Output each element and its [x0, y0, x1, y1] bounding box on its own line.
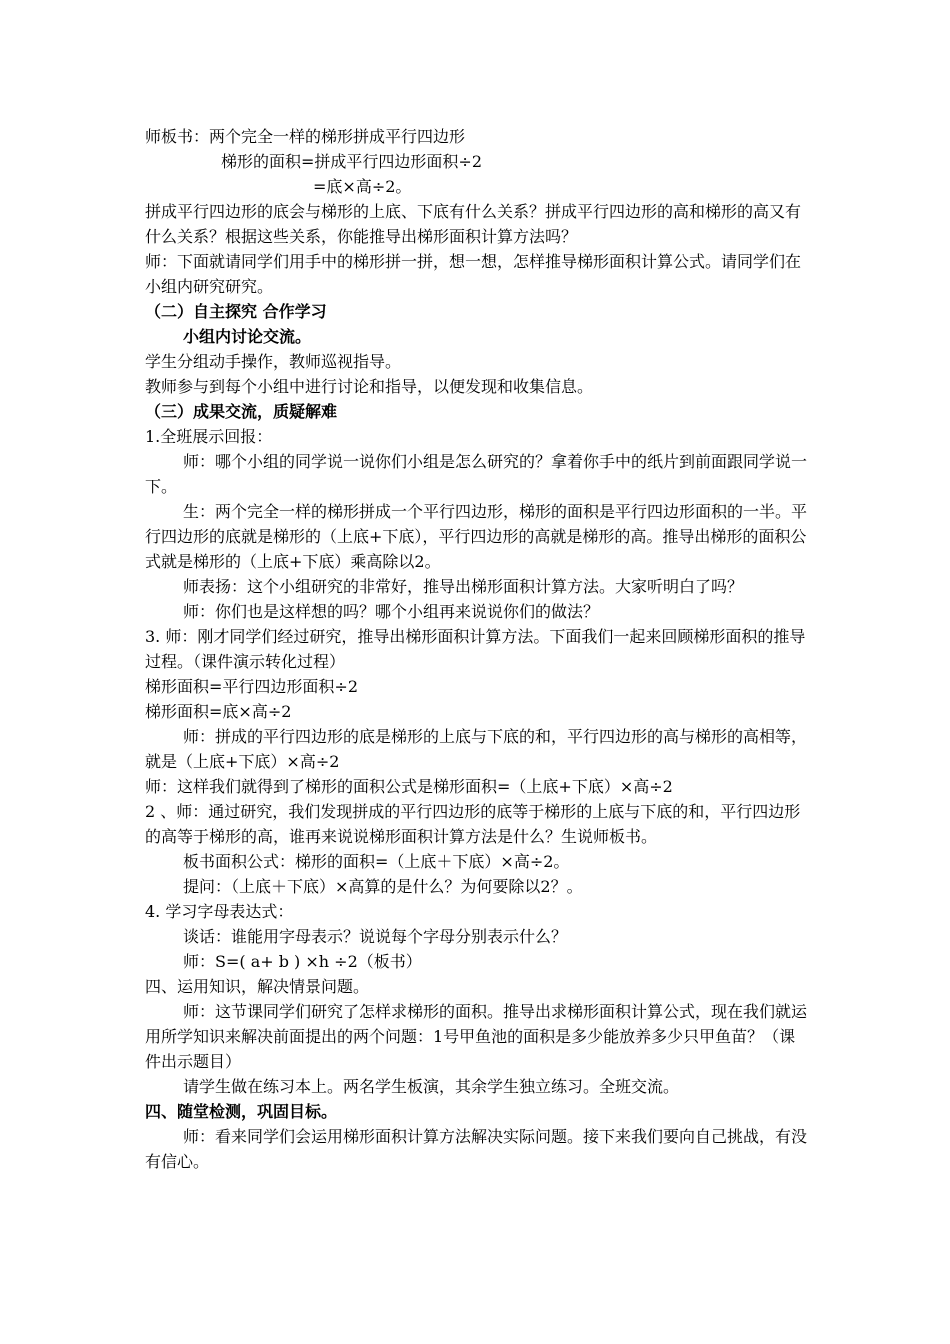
- paragraph: 梯形的面积=拼成平行四边形面积÷2: [221, 152, 482, 171]
- paragraph: 师：S=( a+ b ) ×h ÷2（板书）: [183, 952, 422, 971]
- paragraph: 谈话：谁能用字母表示？说说每个字母分别表示什么？: [183, 927, 568, 946]
- paragraph: 学生分组动手操作，教师巡视指导。: [145, 352, 402, 371]
- paragraph: 板书面积公式：梯形的面积=（上底＋下底）×高÷2。: [183, 852, 570, 871]
- paragraph: 师：哪个小组的同学说一说你们小组是怎么研究的？拿着你手中的纸片到前面跟同学说一下。: [145, 452, 808, 496]
- paragraph: 师：拼成的平行四边形的底是梯形的上底与下底的和，平行四边形的高与梯形的高相等，就是（上底+下底）×高÷2: [145, 727, 808, 771]
- paragraph: 拼成平行四边形的底会与梯形的上底、下底有什么关系？拼成平行四边形的高和梯形的高又有什么关系？根据这些关系，你能推导出梯形面积计算方法吗？: [145, 202, 802, 246]
- paragraph: 4. 学习字母表达式：: [145, 902, 294, 921]
- paragraph: 师：你们也是这样想的吗？哪个小组再来说说你们的做法？: [183, 602, 600, 621]
- paragraph: 请学生做在练习本上。两名学生板演，其余学生独立练习。全班交流。: [183, 1077, 680, 1096]
- paragraph: 2 、师：通过研究，我们发现拼成的平行四边形的底等于梯形的上底与下底的和，平行四边形的高等于梯形的高，谁再来说说梯形面积计算方法是什么？生说师板书。: [145, 802, 801, 846]
- paragraph: 师：看来同学们会运用梯形面积计算方法解决实际问题。接下来我们要向自己挑战，有没有信心。: [145, 1127, 808, 1171]
- paragraph: 师：这样我们就得到了梯形的面积公式是梯形面积=（上底+下底）×高÷2: [145, 777, 673, 796]
- paragraph: 3. 师：刚才同学们经过研究，推导出梯形面积计算方法。下面我们一起来回顾梯形面积的推导过程。（课件演示转化过程）: [145, 627, 806, 671]
- subheading: 小组内讨论交流。: [183, 327, 312, 346]
- section-heading: （三）成果交流，质疑解难: [145, 402, 338, 421]
- paragraph: 提问：（上底＋下底）×高算的是什么？为何要除以2？。: [183, 877, 583, 896]
- section-heading: （二）自主探究 合作学习: [145, 302, 327, 321]
- paragraph: 教师参与到每个小组中进行讨论和指导，以便发现和收集信息。: [145, 377, 594, 396]
- paragraph: 师表扬：这个小组研究的非常好，推导出梯形面积计算方法。大家听明白了吗？: [183, 577, 744, 596]
- paragraph: 师板书：两个完全一样的梯形拼成平行四边形: [145, 127, 466, 146]
- document-body: [145, 124, 810, 1174]
- paragraph: 1.全班展示回报：: [145, 427, 273, 446]
- paragraph: 梯形面积=平行四边形面积÷2: [145, 677, 358, 696]
- paragraph: 师：这节课同学们研究了怎样求梯形的面积。推导出求梯形面积计算公式，现在我们就运用所学知识来解决前面提出的两个问题：1号甲鱼池的面积是多少能放养多少只甲鱼苗？（课件出示题目）: [145, 1002, 808, 1071]
- paragraph: 师：下面就请同学们用手中的梯形拼一拼，想一想，怎样推导梯形面积计算公式。请同学们在小组内研究研究。: [145, 252, 802, 296]
- section-heading: 四、随堂检测，巩固目标。: [145, 1102, 338, 1121]
- paragraph: 生：两个完全一样的梯形拼成一个平行四边形，梯形的面积是平行四边形面积的一半。平行四边形的底就是梯形的（上底+下底），平行四边形的高就是梯形的高。推导出梯形的面积公式就是梯形的（上底+下底）乘高除以2。: [145, 502, 808, 571]
- paragraph: 梯形面积=底×高÷2: [145, 702, 292, 721]
- paragraph: 四、运用知识，解决情景问题。: [145, 977, 370, 996]
- paragraph: =底×高÷2。: [313, 177, 412, 196]
